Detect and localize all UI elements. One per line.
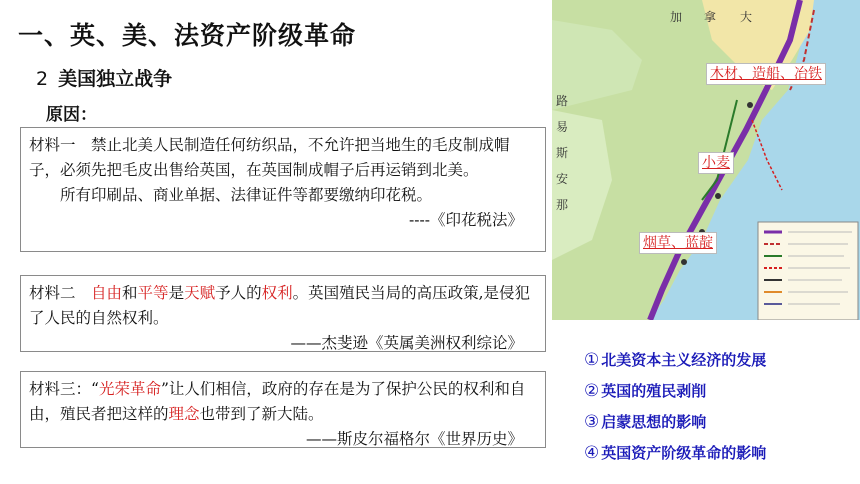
cause-text: 启蒙思想的影响 — [601, 413, 707, 431]
material-2-join-2: 是 — [168, 284, 185, 302]
material-1-source: ----《印花税法》 — [409, 211, 523, 229]
cause-number: ① — [584, 349, 600, 370]
cause-item — [584, 344, 766, 375]
material-2-prefix: 材料二 — [29, 284, 92, 302]
map-place-8: 那 — [556, 198, 569, 212]
material-2-box — [20, 275, 546, 352]
cause-item — [584, 406, 766, 437]
cause-item — [584, 437, 766, 468]
material-1-text-2: 所有印刷品、商业单据、法律证件等都要缴纳印花税。 — [60, 186, 433, 204]
material-2-join-1: 和 — [122, 284, 138, 302]
material-3-box — [20, 371, 546, 448]
cause-number: ④ — [584, 442, 600, 463]
section-name: 美国独立战争 — [58, 68, 173, 90]
map-place-6: 斯 — [556, 146, 569, 160]
material-2-source: ——杰斐逊《英属美洲权利综论》 — [290, 334, 523, 352]
material-3-text — [29, 377, 537, 427]
cause-text: 英国的殖民剥削 — [601, 382, 707, 400]
cause-text: 英国资产阶级革命的影响 — [601, 444, 767, 462]
cause-item — [584, 375, 766, 406]
material-1-box — [20, 127, 546, 252]
section-title — [36, 64, 172, 91]
keyword-idea: 理念 — [168, 405, 200, 423]
reason-label: 原因： — [46, 105, 97, 125]
map-place-5: 易 — [556, 120, 569, 134]
keyword-freedom: 自由 — [91, 284, 123, 302]
material-2-join-3: 予人的 — [215, 284, 262, 302]
material-2-rest: 。英国殖民当局的高压政策,是侵犯了人民的自然权利。 — [29, 284, 531, 327]
cause-text: 北美资本主义经济的发展 — [601, 351, 767, 369]
causes-list — [584, 344, 766, 468]
keyword-rights: 权利 — [261, 284, 293, 302]
map-label-north: 木材、造船、冶铁 — [706, 63, 826, 85]
map-label-middle: 小麦 — [698, 152, 734, 174]
cause-number: ③ — [584, 411, 600, 432]
map-place-3: 大 — [740, 10, 753, 24]
map-label-south: 烟草、蓝靛 — [639, 232, 717, 254]
map-place-4: 路 — [556, 94, 569, 108]
material-3-join-2: 也带到了新大陆。 — [199, 405, 324, 423]
map-place-1: 加 — [670, 10, 683, 24]
cause-number: ② — [584, 380, 600, 401]
keyword-glorious-revolution: 光荣革命 — [98, 380, 161, 398]
material-1-text: 材料一 禁止北美人民制造任何纺织品，不允许把当地生的毛皮制成帽子，必须先把毛皮出售给英国，在英国制成帽子后再运销到北美。 — [29, 136, 510, 179]
page-title: 一、英、美、法资产阶级革命 — [18, 21, 357, 50]
keyword-equality: 平等 — [137, 284, 169, 302]
keyword-innate: 天赋 — [184, 284, 216, 302]
map-place-2: 拿 — [704, 10, 717, 24]
map-place-7: 安 — [556, 172, 569, 186]
material-2-text — [29, 281, 537, 331]
material-3-prefix: 材料三：“ — [29, 380, 99, 398]
section-number: 2 — [36, 68, 49, 90]
material-3-join-1: ”让人们相信，政府的存在是为了保护公民的权利和自由，殖民者把这样的 — [29, 380, 526, 423]
material-3-source: ——斯皮尔福格尔《世界历史》 — [305, 430, 523, 448]
